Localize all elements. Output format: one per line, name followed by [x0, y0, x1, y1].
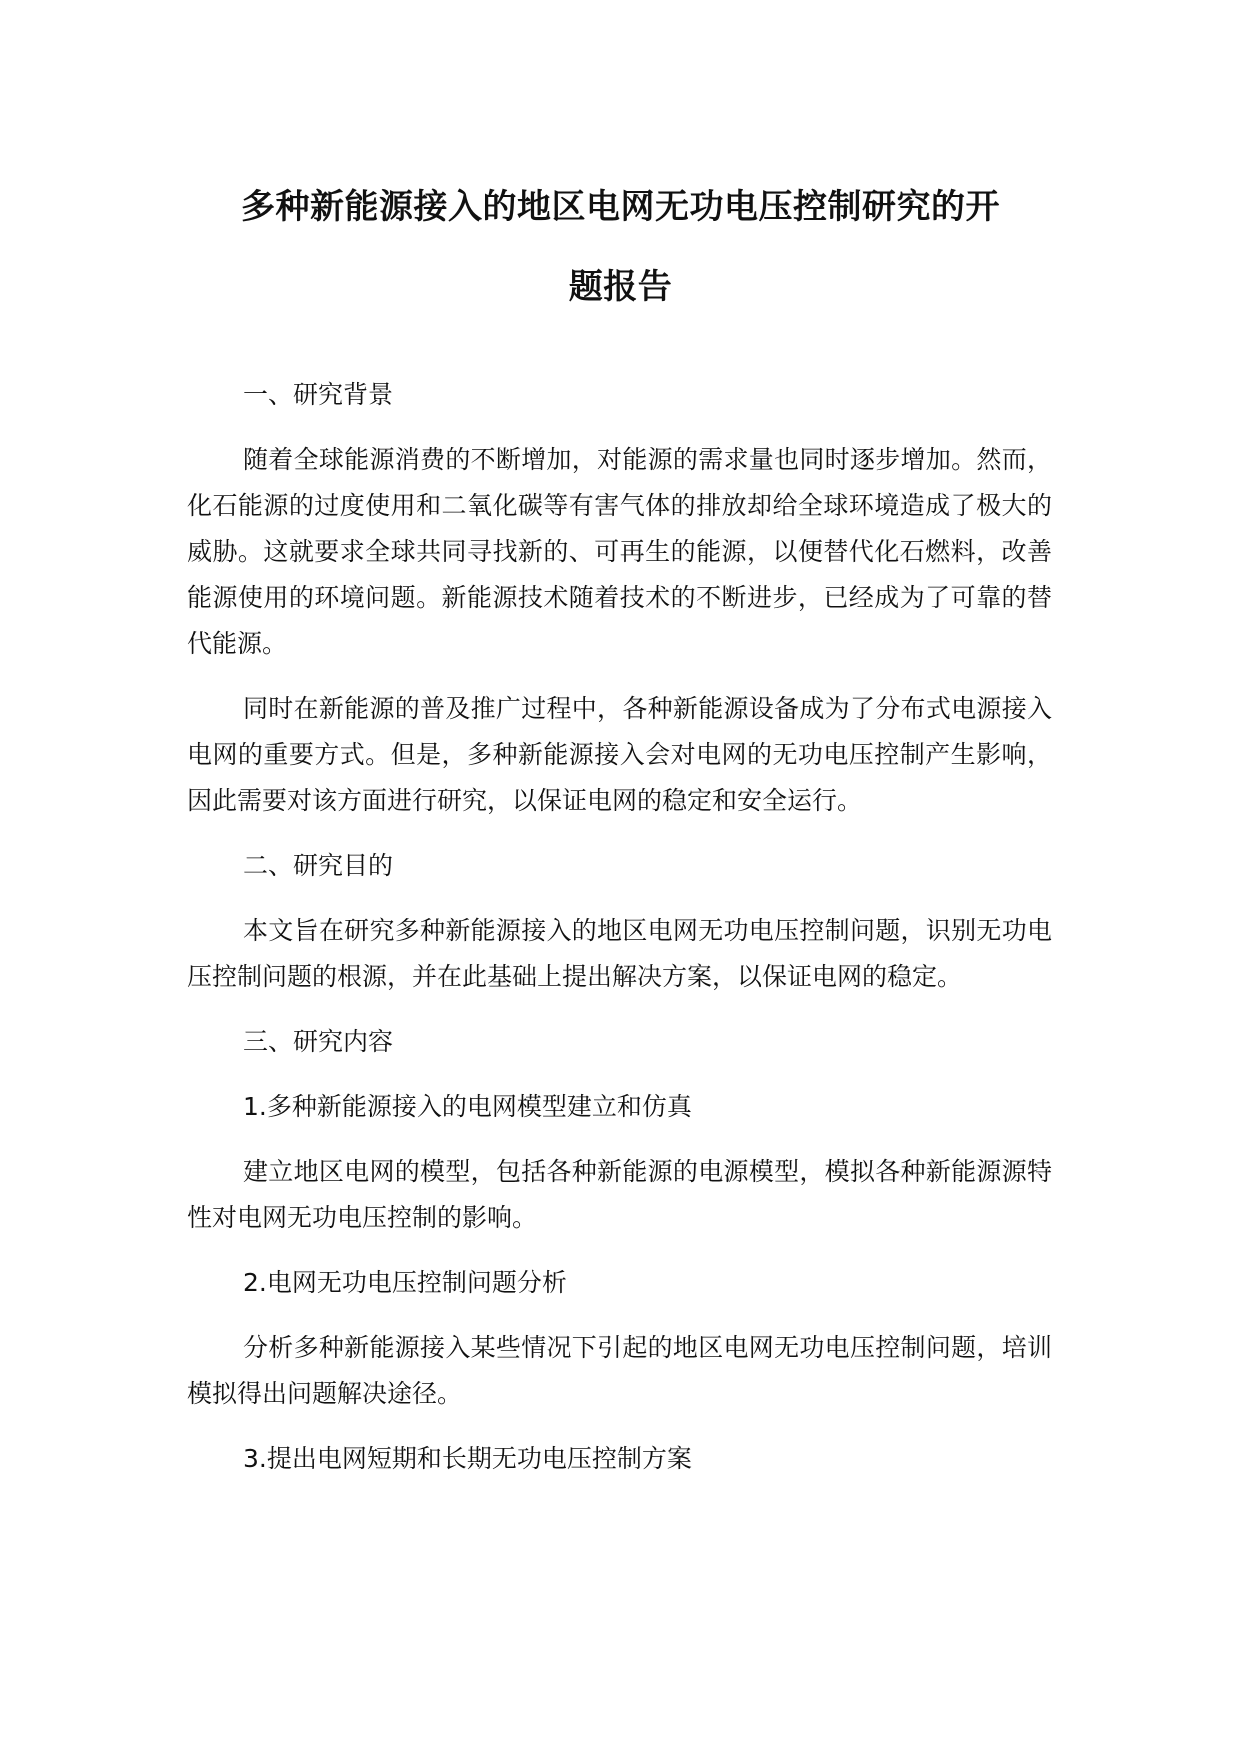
- subsection-heading-3: 3.提出电网短期和长期无功电压控制方案: [243, 1444, 692, 1473]
- paragraph-background-2: 同时在新能源的普及推广过程中，各种新能源设备成为了分布式电源接入电网的重要方式。但是，多种新能源接入会对电网的无功电压控制产生影响，因此需要对该方面进行研究，以保证电网的稳定和安全运行。: [187, 694, 1052, 815]
- subsection-heading-1: 1.多种新能源接入的电网模型建立和仿真: [243, 1092, 692, 1121]
- paragraph-background-1: 随着全球能源消费的不断增加，对能源的需求量也同时逐步增加。然而，化石能源的过度使用和二氧化碳等有害气体的排放却给全球环境造成了极大的威胁。这就要求全球共同寻找新的、可再生的能源，以便替代化石燃料，改善能源使用的环境问题。新能源技术随着技术的不断进步，已经成为了可靠的替代能源。: [187, 445, 1052, 658]
- document-body: [187, 372, 1052, 1501]
- section-heading-purpose: 二、研究目的: [243, 851, 394, 880]
- section-heading-content: 三、研究内容: [243, 1027, 394, 1056]
- subsection-heading-2: 2.电网无功电压控制问题分析: [243, 1268, 567, 1297]
- document-title-line-2: 题报告: [568, 267, 673, 307]
- paragraph-subsection-1: 建立地区电网的模型，包括各种新能源的电源模型，模拟各种新能源源特性对电网无功电压控制的影响。: [187, 1157, 1052, 1232]
- section-heading-background: 一、研究背景: [243, 380, 394, 409]
- document-title-line-1: 多种新能源接入的地区电网无功电压控制研究的开: [241, 187, 1000, 227]
- paragraph-purpose: 本文旨在研究多种新能源接入的地区电网无功电压控制问题，识别无功电压控制问题的根源，并在此基础上提出解决方案，以保证电网的稳定。: [187, 916, 1052, 991]
- paragraph-subsection-2: 分析多种新能源接入某些情况下引起的地区电网无功电压控制问题，培训模拟得出问题解决途径。: [187, 1333, 1052, 1408]
